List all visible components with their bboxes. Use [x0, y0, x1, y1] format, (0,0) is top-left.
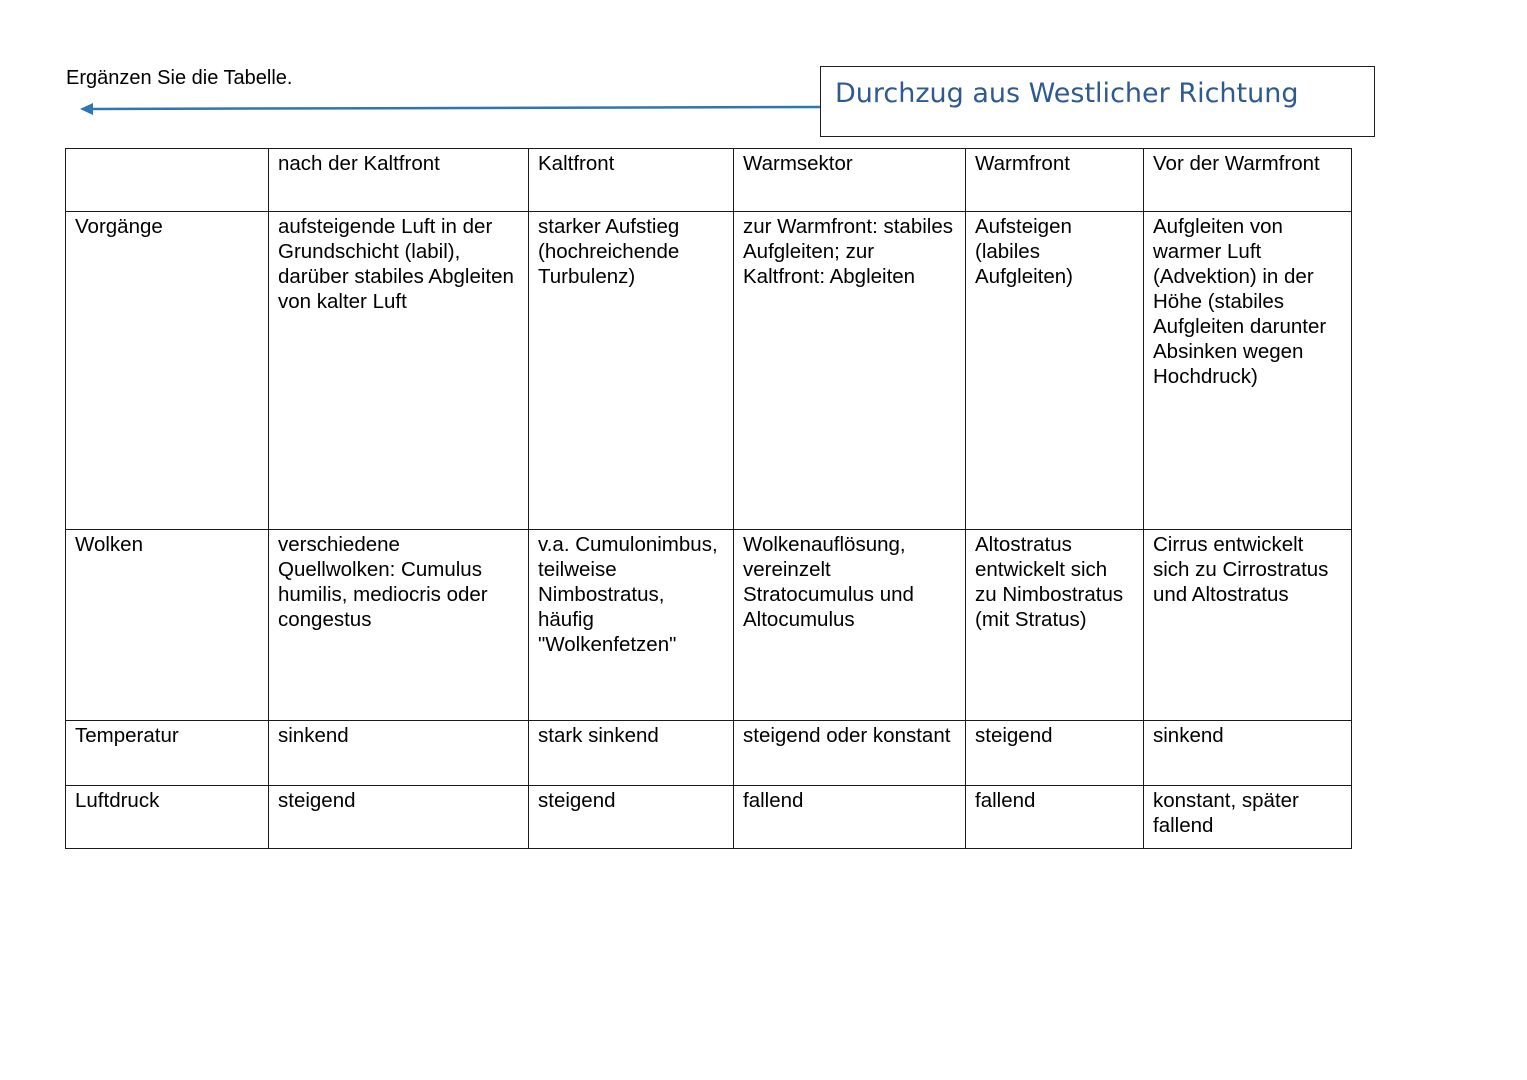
header-cell: Warmsektor [734, 149, 966, 212]
table-cell: aufsteigende Luft in der Grundschicht (labil), darüber stabiles Abgleiten von kalter Luft [269, 212, 529, 530]
table-cell: fallend [734, 786, 966, 849]
table-cell: steigend [529, 786, 734, 849]
table-header-row [66, 149, 1352, 212]
table-cell: Aufsteigen (labiles Aufgleiten) [966, 212, 1144, 530]
header-cell [66, 149, 269, 212]
table-row [66, 786, 1352, 849]
header-cell: Warmfront [966, 149, 1144, 212]
table-cell: stark sinkend [529, 721, 734, 786]
header-cell: Vor der Warmfront [1144, 149, 1352, 212]
table-cell: konstant, später fallend [1144, 786, 1352, 849]
table-cell: v.a. Cumulonimbus, teilweise Nimbostratus, häufig "Wolkenfetzen" [529, 530, 734, 721]
table-cell: Wolkenauflösung, vereinzelt Stratocumulus und Altocumulus [734, 530, 966, 721]
table-cell: verschiedene Quellwolken: Cumulus humilis, mediocris oder congestus [269, 530, 529, 721]
table-cell: fallend [966, 786, 1144, 849]
table-row [66, 530, 1352, 721]
table-cell: sinkend [1144, 721, 1352, 786]
header-cell: nach der Kaltfront [269, 149, 529, 212]
table-cell: steigend [966, 721, 1144, 786]
table-cell: Cirrus entwickelt sich zu Cirrostratus und Altostratus [1144, 530, 1352, 721]
table-cell: sinkend [269, 721, 529, 786]
row-label: Luftdruck [66, 786, 269, 849]
table-cell: starker Aufstieg (hochreichende Turbulenz) [529, 212, 734, 530]
table-cell: steigend oder konstant [734, 721, 966, 786]
title-box [820, 66, 1375, 137]
row-label: Temperatur [66, 721, 269, 786]
page-title: Durchzug aus Westlicher Richtung [835, 78, 1299, 109]
table-row [66, 212, 1352, 530]
table-cell: zur Warmfront: stabiles Aufgleiten; zur Kaltfront: Abgleiten [734, 212, 966, 530]
row-label: Wolken [66, 530, 269, 721]
table-row [66, 721, 1352, 786]
weather-table [65, 148, 1352, 849]
table-cell: Aufgleiten von warmer Luft (Advektion) in der Höhe (stabiles Aufgleiten darunter Absinken wegen Hochdruck) [1144, 212, 1352, 530]
row-label: Vorgänge [66, 212, 269, 530]
header-cell: Kaltfront [529, 149, 734, 212]
instruction-text: Ergänzen Sie die Tabelle. [66, 67, 293, 89]
table-cell: steigend [269, 786, 529, 849]
table-cell: Altostratus entwickelt sich zu Nimbostratus (mit Stratus) [966, 530, 1144, 721]
